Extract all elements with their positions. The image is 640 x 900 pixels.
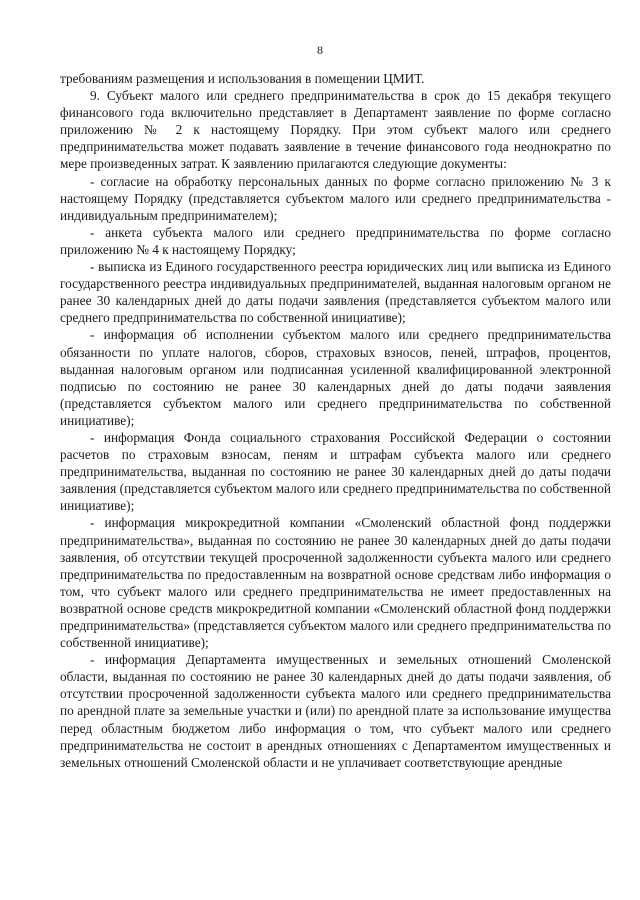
paragraph-9: - информация Департамента имущественных и земельных отношений Смоленской области, выданная по состоянию не ранее 30 календарных дней до даты подачи заявления, об отсутствии просроченной задолженности субъекта малого или среднего предпринимательства по арендной плате за земельные участки и (или) по арендной плате за использование имущества перед областным бюджетом либо информация о том, что субъект малого или среднего предпринимательства не состоит в арендных отношениях с Департаментом имущественных и земельных отношений Смоленской области и не уплачивает соответствующие арендные — [60, 652, 611, 770]
body-text — [60, 70, 611, 771]
page-number: 8 — [317, 43, 323, 57]
paragraph-6: - информация об исполнении субъектом малого или среднего предпринимательства обязанности по уплате налогов, сборов, страховых взносов, пеней, штрафов, процентов, выданная налоговым органом или подписанная усиленной квалифицированной электронной подписью по состоянию не ранее 30 календарных дней до даты подачи заявления (представляется субъектом малого или среднего предпринимательства по собственной инициативе); — [60, 327, 611, 428]
paragraph-7: - информация Фонда социального страхования Российской Федерации о состоянии расчетов по страховым взносам, пеням и штрафам субъекта малого или среднего предпринимательства, выданная по состоянию не ранее 30 календарных дней до даты подачи заявления (представляется субъектом малого или среднего предпринимательства по собственной инициативе); — [60, 429, 611, 514]
paragraph-5: - выписка из Единого государственного реестра юридических лиц или выписка из Единого государственного реестра индивидуальных предпринимателей, выданная налоговым органом не ранее 30 календарных дней до даты подачи заявления (представляется субъектом малого или среднего предпринимательства по собственной инициативе); — [60, 259, 611, 326]
paragraph-2: 9. Субъект малого или среднего предпринимательства в срок до 15 декабря текущего финансового года включительно представляет в Департамент заявление по форме согласно приложению № 2 к настоящему Порядку. При этом субъект малого или среднего предпринимательства может подавать заявление в течение финансового года неоднократно по мере произведенных затрат. К заявлению прилагаются следующие документы: — [60, 88, 611, 172]
paragraph-4: - анкета субъекта малого или среднего предпринимательства по форме согласно приложению № 4 к настоящему Порядку; — [60, 224, 611, 257]
paragraph-3: - согласие на обработку персональных данных по форме согласно приложению № 3 к настоящему Порядку (представляется субъектом малого или среднего предпринимательства - индивидуальным предпринимателем); — [60, 173, 611, 223]
paragraph-8: - информация микрокредитной компании «Смоленский областной фонд поддержки предпринимательства», выданная по состоянию не ранее 30 календарных дней до даты подачи заявления, об отсутствии текущей просроченной задолженности субъекта малого или среднего предпринимательства по предоставленным на возвратной основе средствам либо информация о том, что субъект малого или среднего предпринимательства не имеет предоставленных на возвратной основе средств микрокредитной компании «Смоленский областной фонд поддержки предпринимательства» (представляется субъектом малого или среднего предпринимательства по собственной инициативе); — [60, 515, 611, 651]
paragraph-1: требованиям размещения и использования в помещении ЦМИТ. — [60, 71, 425, 86]
